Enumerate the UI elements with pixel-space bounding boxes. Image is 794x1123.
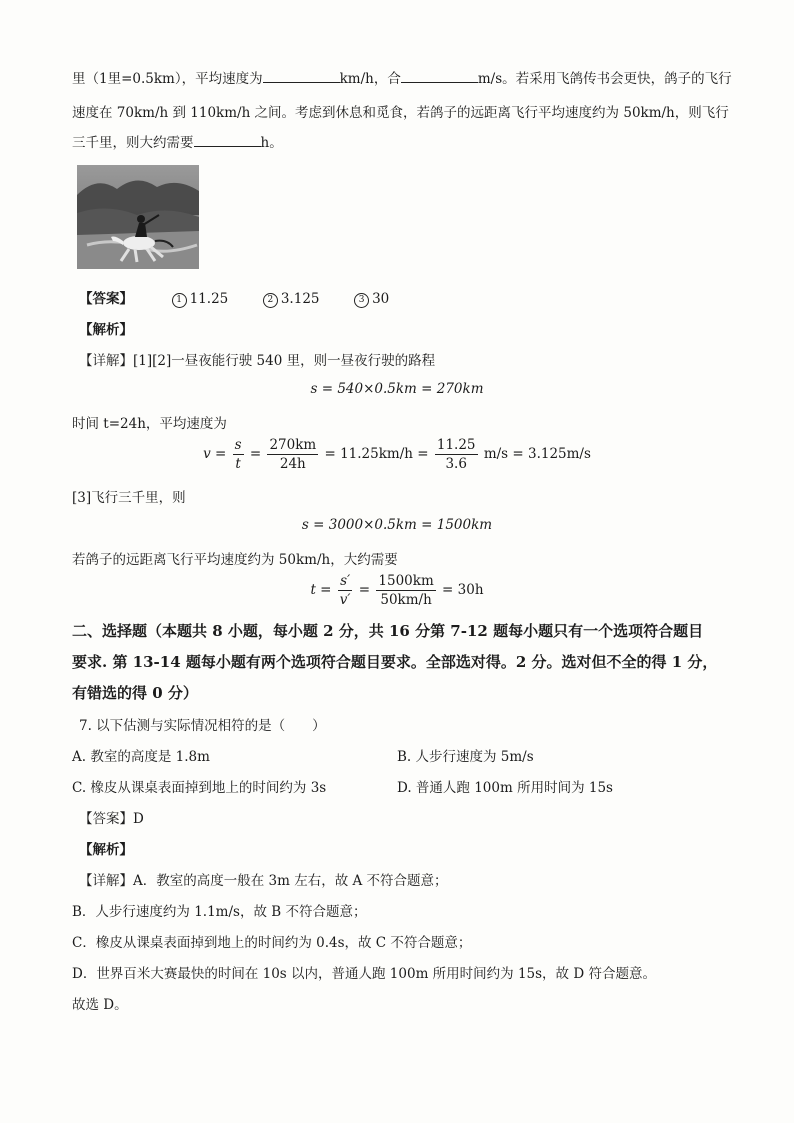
answer-line: 【答案】D bbox=[79, 811, 144, 827]
formula-part: t = bbox=[310, 582, 332, 598]
detail-line: 【详解】A．教室的高度一般在 3m 左右，故 A 不符合题意； bbox=[79, 873, 448, 889]
answer-row bbox=[79, 287, 389, 308]
detail-line: C．橡皮从课桌表面掉到地上的时间约为 0.4s，故 C 不符合题意； bbox=[72, 935, 472, 951]
detail-line-4: 若鸽子的远距离飞行平均速度约为 50km/h，大约需要 bbox=[72, 552, 398, 568]
answer-blank-2 bbox=[401, 68, 478, 83]
detail-line: B．人步行速度约为 1.1m/s，故 B 不符合题意； bbox=[72, 904, 367, 920]
circled-number: 2 bbox=[263, 293, 278, 308]
section-heading-line-2: 要求. 第 13-14 题每小题有两个选项符合题目要求。全部选对得。2 分。选对但不全的得 1 分， bbox=[72, 653, 718, 671]
numerator: s bbox=[234, 437, 242, 453]
fraction bbox=[376, 572, 435, 609]
intro-line-1 bbox=[72, 67, 732, 87]
answer-label: 【答案】 bbox=[79, 291, 133, 307]
fraction bbox=[338, 572, 353, 609]
answer-value-3: 30 bbox=[372, 291, 390, 307]
option-c: C. 橡皮从课桌表面掉到地上的时间约为 3s bbox=[72, 780, 327, 796]
answer-blank-1 bbox=[263, 68, 340, 83]
intro-text: 里（1里=0.5km），平均速度为 bbox=[72, 71, 263, 87]
option-d: D. 普通人跑 100m 所用时间为 15s bbox=[397, 780, 613, 796]
numerator: 11.25 bbox=[436, 437, 476, 453]
formula-part: = 11.25km/h = bbox=[324, 446, 429, 462]
circled-number: 3 bbox=[354, 293, 369, 308]
section-heading-line-1: 二、选择题（本题共 8 小题，每小题 2 分，共 16 分第 7-12 题每小题只有一个选项符合题目 bbox=[72, 622, 704, 640]
formula-time: t = $\frac{s'}{v'}$ = $\frac{1500km}{50km/h}$ = 30h bbox=[310, 573, 484, 608]
numerator: 1500km bbox=[378, 573, 434, 589]
formula-velocity: v = $\frac{s}{t}$ = $\frac{270km}{24h}$ = 11.25km/h = $\frac{11.25}{3.6}$ m/s = 3.125m/s bbox=[203, 437, 591, 472]
answer-blank-3 bbox=[194, 132, 261, 147]
analysis-label: 【解析】 bbox=[79, 842, 133, 858]
analysis-label: 【解析】 bbox=[79, 322, 133, 338]
detail-line: D．世界百米大赛最快的时间在 10s 以内，普通人跑 100m 所用时间约为 15s，故 D 符合题意。 bbox=[72, 966, 656, 982]
fraction bbox=[435, 436, 478, 473]
intro-line-2: 速度在 70km/h 到 110km/h 之间。考虑到休息和觅食，若鸽子的远距离飞行平均速度约为 50km/h，则飞行 bbox=[72, 105, 729, 121]
formula-part: = 30h bbox=[442, 582, 484, 598]
denominator: 50km/h bbox=[380, 592, 432, 608]
intro-line-3 bbox=[72, 131, 283, 151]
option-a: A. 教室的高度是 1.8m bbox=[72, 749, 210, 765]
intro-text: m/s。若采用飞鸽传书会更快，鸽子的飞行 bbox=[477, 71, 732, 87]
detail-line-3: [3]飞行三千里，则 bbox=[72, 490, 186, 506]
formula-part: m/s = 3.125m/s bbox=[483, 446, 591, 462]
formula-distance-2: s = 3000×0.5km = 1500km bbox=[301, 517, 493, 533]
horse-rider-illustration bbox=[77, 165, 199, 269]
formula-part: v = bbox=[203, 446, 227, 462]
numerator: s′ bbox=[340, 573, 351, 589]
section-heading-line-3: 有错选的得 0 分） bbox=[72, 684, 198, 702]
formula-distance: s = 540×0.5km = 270km bbox=[310, 381, 484, 397]
detail-line-2: 时间 t=24h，平均速度为 bbox=[72, 416, 227, 432]
intro-text: h。 bbox=[260, 135, 283, 151]
intro-text: km/h，合 bbox=[339, 71, 401, 87]
fraction bbox=[233, 436, 244, 473]
question-stem: 7. 以下估测与实际情况相符的是（ ） bbox=[79, 718, 326, 734]
denominator: t bbox=[235, 456, 241, 472]
option-b: B. 人步行速度为 5m/s bbox=[397, 749, 534, 765]
answer-value-1: 11.25 bbox=[189, 291, 229, 307]
numerator: 270km bbox=[269, 437, 317, 453]
conclusion-line: 故选 D。 bbox=[72, 997, 128, 1013]
detail-line-1: 【详解】[1][2]一昼夜能行驶 540 里，则一昼夜行驶的路程 bbox=[79, 353, 436, 369]
denominator: 3.6 bbox=[445, 456, 467, 472]
circled-number: 1 bbox=[172, 293, 187, 308]
denominator: 24h bbox=[279, 456, 306, 472]
intro-text: 三千里，则大约需要 bbox=[72, 135, 194, 151]
answer-value-2: 3.125 bbox=[280, 291, 320, 307]
denominator: v′ bbox=[339, 592, 351, 608]
fraction bbox=[267, 436, 318, 473]
